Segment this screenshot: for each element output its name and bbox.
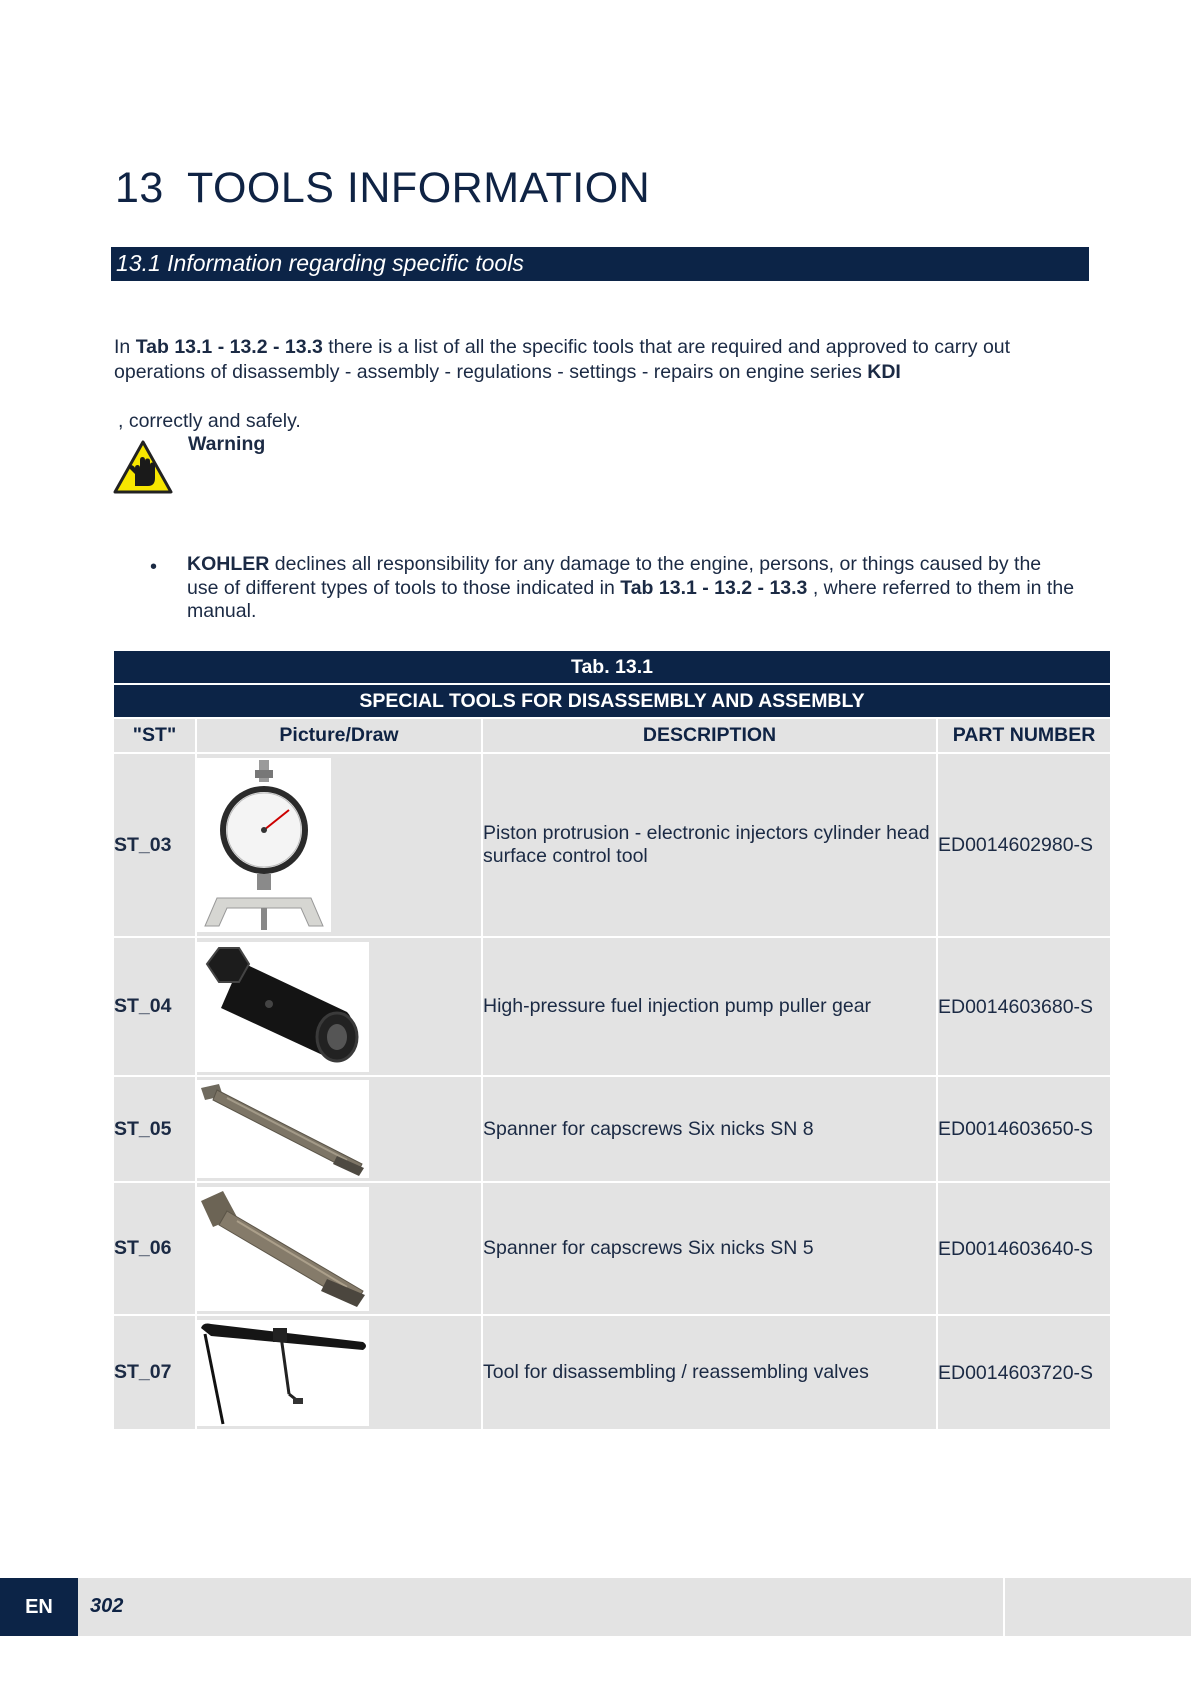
- footer-divider: [1003, 1578, 1005, 1636]
- column-header-picture: Picture/Draw: [196, 718, 482, 753]
- table-row: [114, 1182, 1110, 1315]
- st-code: ST_05: [114, 1076, 196, 1182]
- warning-bullet-text: [187, 553, 1077, 624]
- dial-gauge-tool-image: [197, 758, 331, 932]
- tool-picture-cell: [196, 1315, 482, 1430]
- st-code: ST_04: [114, 937, 196, 1076]
- tool-description: Tool for disassembling / reassembling valves: [482, 1315, 937, 1430]
- st-code: ST_03: [114, 753, 196, 937]
- page-footer: [0, 1578, 1191, 1636]
- table-row: [114, 1076, 1110, 1182]
- intro-text-2: there is a list of all the specific tools that are required and approved to carry out operations of disassembly - assembly - regulations - settings - repairs on engine series: [114, 336, 1011, 383]
- tool-picture-cell: [196, 753, 482, 937]
- tool-description: High-pressure fuel injection pump puller gear: [482, 937, 937, 1076]
- bullet-marker: •: [150, 556, 158, 578]
- page-number: 302: [90, 1595, 124, 1617]
- bullet-text-1: declines all responsibility for any damage to the engine, persons, or things caused by the use of different types of tools to those indicated in: [187, 553, 1042, 599]
- table-caption: Tab. 13.1: [114, 651, 1110, 684]
- section-heading-bar: [111, 247, 1089, 281]
- part-number: ED0014603680-S: [937, 937, 1110, 1076]
- tool-description: Piston protrusion - electronic injectors cylinder head surface control tool: [482, 753, 937, 937]
- column-header-st: "ST": [114, 718, 196, 753]
- hand-stop-warning-icon: [113, 440, 173, 494]
- intro-text-1: In: [114, 336, 136, 358]
- sn5-bit-tool-image: [197, 1187, 369, 1311]
- st-code: ST_07: [114, 1315, 196, 1430]
- table-row: [114, 1315, 1110, 1430]
- tool-description: Spanner for capscrews Six nicks SN 8: [482, 1076, 937, 1182]
- intro-engine-series: KDI: [867, 361, 901, 383]
- part-number: ED0014603720-S: [937, 1315, 1110, 1430]
- chapter-title: TOOLS INFORMATION: [187, 164, 651, 212]
- part-number: ED0014603640-S: [937, 1182, 1110, 1315]
- chapter-number: 13: [115, 164, 164, 212]
- table-row: [114, 937, 1110, 1076]
- tool-picture-cell: [196, 937, 482, 1076]
- chapter-heading: [115, 164, 650, 213]
- intro-tail: , correctly and safely.: [118, 410, 301, 432]
- intro-paragraph: [114, 335, 1074, 385]
- section-title: 13.1 Information regarding specific tools: [116, 250, 524, 276]
- puller-gear-tool-image: [197, 942, 369, 1072]
- part-number: ED0014603650-S: [937, 1076, 1110, 1182]
- bullet-text-2: , where referred to them in the manual.: [187, 576, 1075, 622]
- st-code: ST_06: [114, 1182, 196, 1315]
- brand-name: KOHLER: [187, 553, 270, 575]
- language-badge: EN: [0, 1578, 78, 1636]
- table-row: [114, 753, 1110, 937]
- column-header-part-number: PART NUMBER: [937, 718, 1110, 753]
- warning-label: Warning: [188, 433, 266, 455]
- tool-picture-cell: [196, 1076, 482, 1182]
- tool-picture-cell: [196, 1182, 482, 1315]
- bullet-tab-ref: Tab 13.1 - 13.2 - 13.3: [620, 576, 808, 599]
- tool-description: Spanner for capscrews Six nicks SN 5: [482, 1182, 937, 1315]
- column-header-description: DESCRIPTION: [482, 718, 937, 753]
- sn8-bit-tool-image: [197, 1080, 369, 1178]
- table-subtitle: SPECIAL TOOLS FOR DISASSEMBLY AND ASSEMBLY: [114, 684, 1110, 718]
- valve-lever-tool-image: [197, 1320, 369, 1426]
- intro-tab-ref: Tab 13.1 - 13.2 - 13.3: [135, 336, 323, 358]
- part-number: ED0014602980-S: [937, 753, 1110, 937]
- special-tools-table: [114, 651, 1110, 1431]
